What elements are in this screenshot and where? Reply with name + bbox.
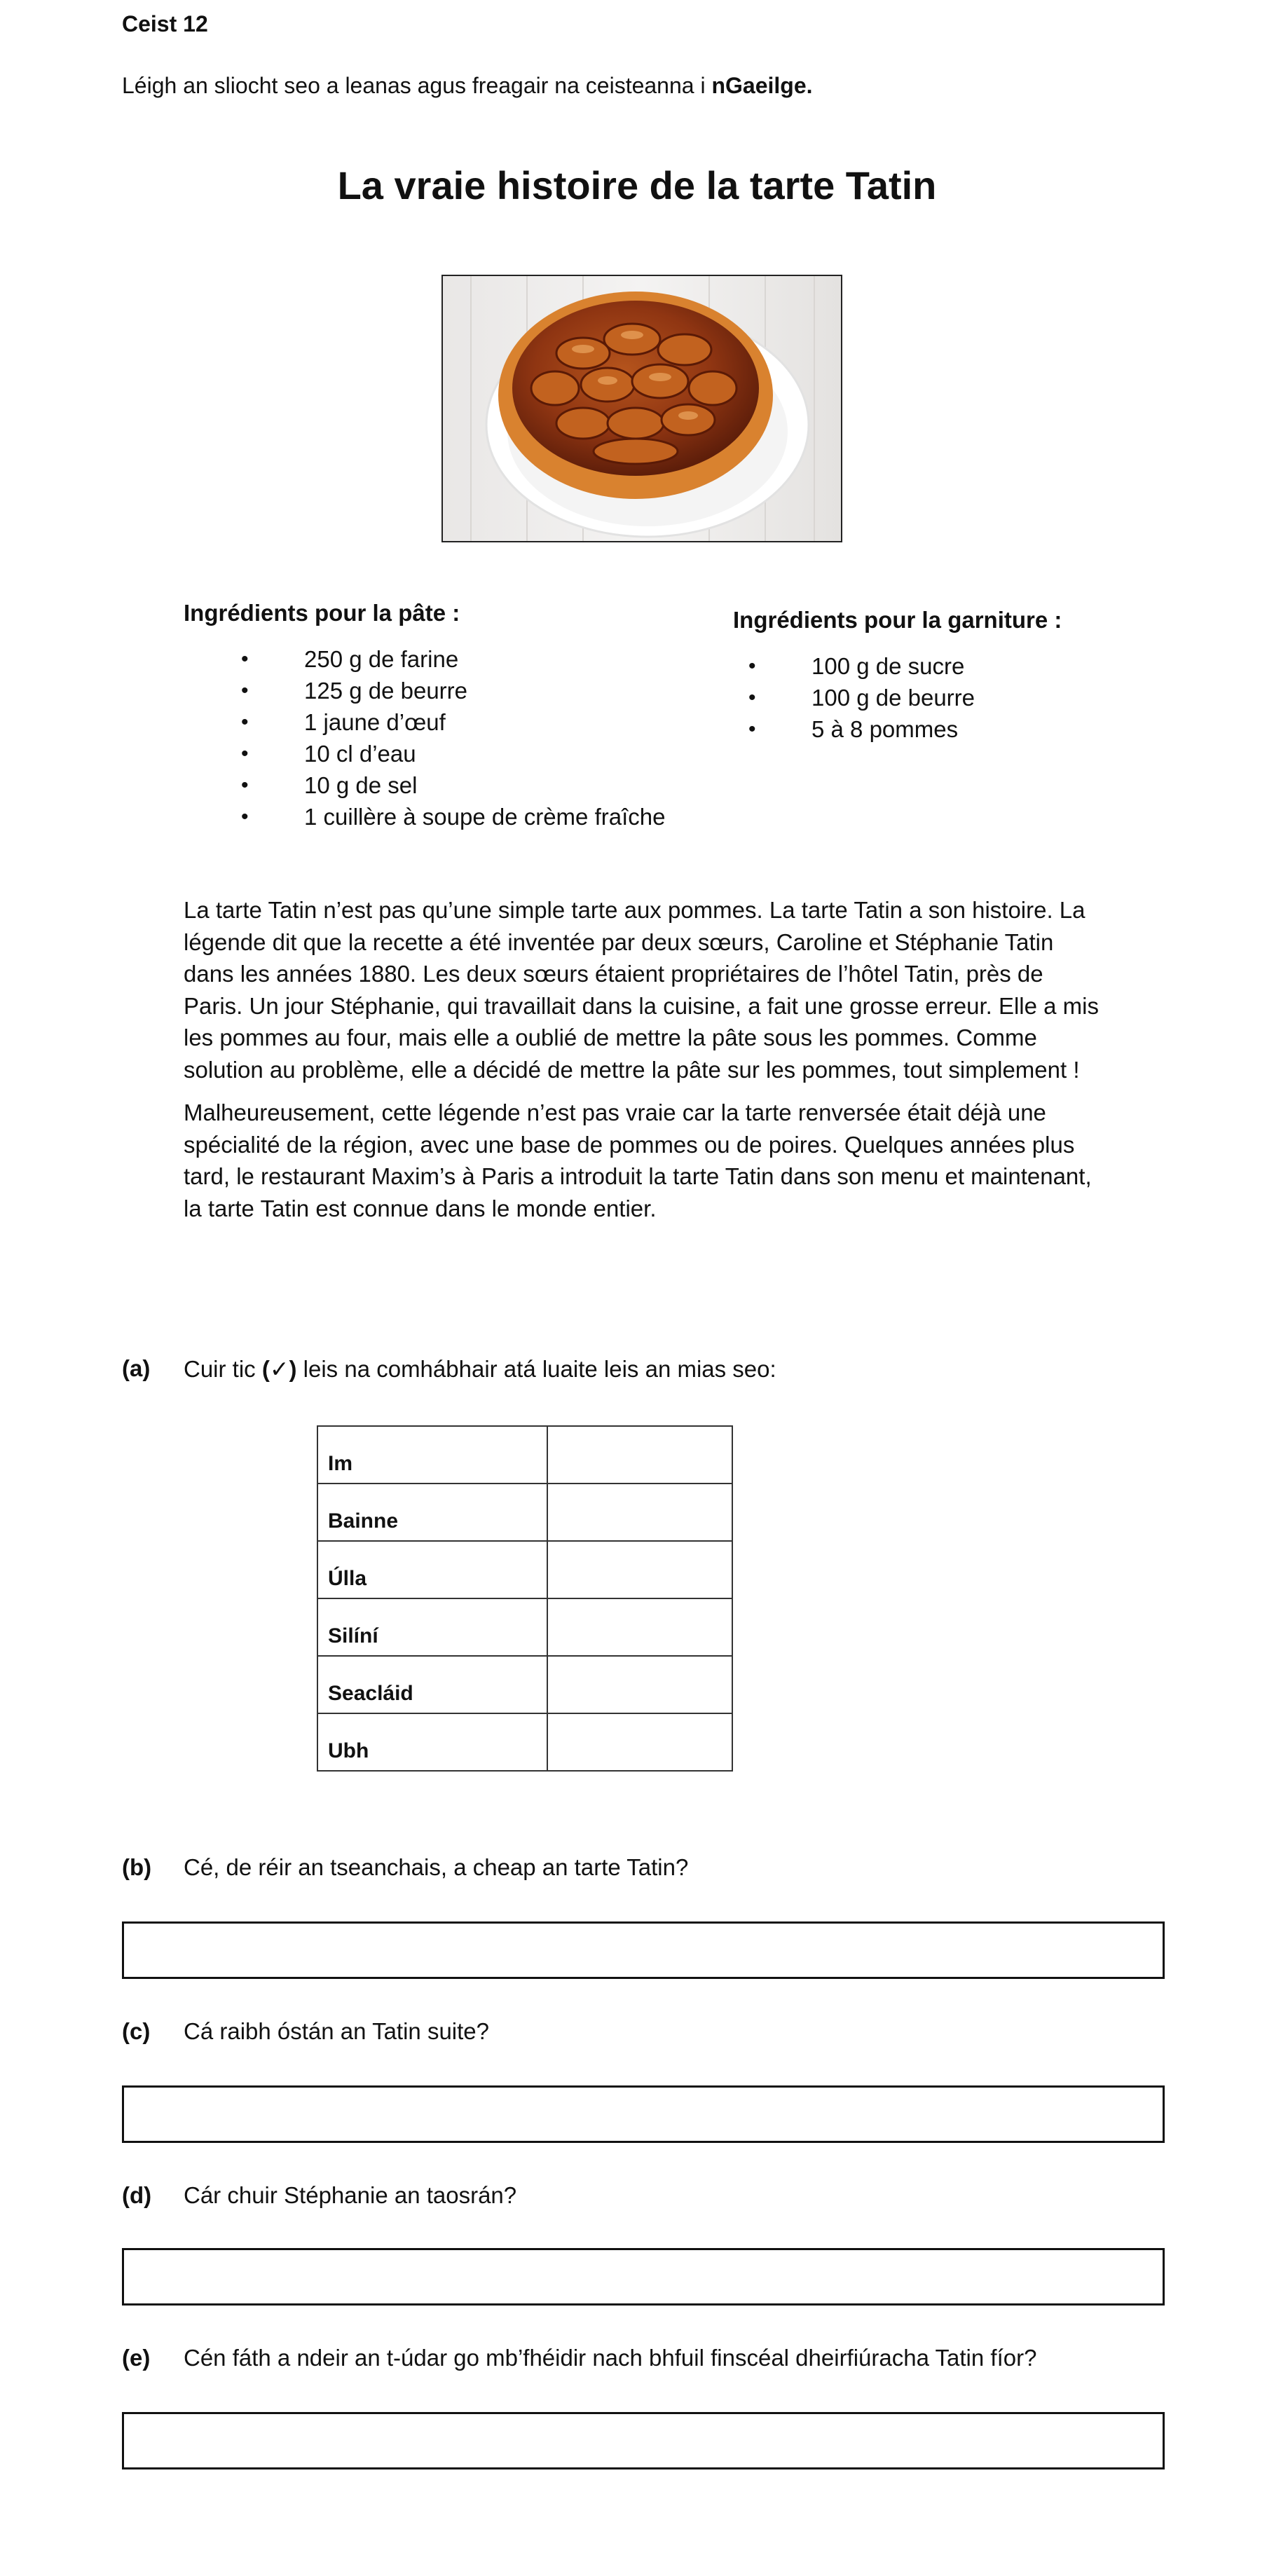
question-text: Cé, de réir an tseanchais, a cheap an tarte Tatin? [184,1854,689,1880]
table-cell-label: Seacláid [317,1656,547,1713]
pastry-ingredients-list [241,643,676,833]
table-cell-label: Silíní [317,1598,547,1656]
question-text: Cá raibh óstán an Tatin suite? [184,2018,490,2044]
tarte-tatin-photo-icon [443,276,841,541]
instruction-prefix: Léigh an sliocht seo a leanas agus freagair na ceisteanna i [122,73,712,98]
paragraph-1: La tarte Tatin n’est pas qu’une simple tarte aux pommes. La tarte Tatin a son histoire. La légende dit que la recette a été inventée par deux sœurs, Caroline et Stéphanie Tatin dans les années 1880. Les deux sœurs étaient propriétaires de l’hôtel Tatin, près de Paris. Un jour Stéphanie, qui travaillait dans la cuisine, a fait une grosse erreur. Elle a mis les pommes au four, mais elle a oublié de mettre la pâte sous les pommes. Comme solution au problème, elle a décidé de mettre la pâte sur les pommes, tout simplement ! [184,897,1099,1083]
list-item: • 10 cl d’eau [241,741,416,767]
ingredient-tick-table [317,1425,733,1772]
filling-ingredients-heading: Ingrédients pour la garniture : [733,607,1062,633]
list-item: • 1 cuillère à soupe de crème fraîche [241,804,666,830]
tick-box[interactable] [547,1656,732,1713]
answer-box-e[interactable] [122,2412,1165,2469]
pastry-ingredients-heading: Ingrédients pour la pâte : [184,600,460,626]
tick-symbol: (✓) [261,1356,297,1382]
list-item: • 10 g de sel [241,772,418,798]
answer-box-d[interactable] [122,2248,1165,2306]
tick-box[interactable] [547,1426,732,1484]
list-item: • 1 jaune d’œuf [241,709,446,735]
list-item: • 125 g de beurre [241,678,468,704]
table-row [317,1484,732,1541]
question-e [0,2345,1274,2376]
question-c [0,2018,1274,2049]
question-text: Cén fáth a ndeir an t-údar go mb’fhéidir nach bhfuil finscéal dheirfiúracha Tatin fíor? [184,2345,1037,2371]
list-item: • 5 à 8 pommes [748,716,959,742]
instruction-bold: nGaeilge. [711,73,813,98]
table-cell-label: Bainne [317,1484,547,1541]
tick-box[interactable] [547,1541,732,1598]
instruction [122,73,813,99]
list-item: • 250 g de farine [241,646,459,672]
article-body [184,894,1102,1224]
tick-box[interactable] [547,1598,732,1656]
question-text: Cuir tic (✓) leis na comhábhair atá luaite leis an mias seo: [184,1356,776,1382]
tick-box[interactable] [547,1713,732,1771]
paragraph-2: Malheureusement, cette légende n’est pas vraie car la tarte renversée était déjà une spécialité de la région, avec une base de pommes ou de poires. Quelques années plus tard, le restaurant Maxim’s à Paris a introduit la tarte Tatin dans son menu et maintenant, la tarte Tatin est connue dans le monde entier. [184,1099,1092,1221]
table-cell-label: Ubh [317,1713,547,1771]
table-row [317,1426,732,1484]
question-label: (d) [122,2182,152,2208]
table-cell-label: Im [317,1426,547,1484]
question-text: Cár chuir Stéphanie an taosrán? [184,2182,517,2208]
list-item: • 100 g de beurre [748,685,975,711]
table-row [317,1656,732,1713]
table-row [317,1541,732,1598]
filling-ingredients-list [748,650,1085,745]
question-number: Ceist 12 [122,11,208,36]
question-label: (e) [122,2345,151,2371]
question-b [0,1854,1274,1885]
question-d [0,2182,1274,2213]
question-label: (a) [122,1355,151,1381]
question-label: (b) [122,1854,152,1880]
tick-box[interactable] [547,1484,732,1541]
answer-box-b[interactable] [122,1921,1165,1979]
table-cell-label: Úlla [317,1541,547,1598]
question-label: (c) [122,2018,151,2044]
table-row [317,1598,732,1656]
tarte-tatin-photo [441,275,842,542]
list-item: • 100 g de sucre [748,653,965,679]
table-row [317,1713,732,1771]
article-title: La vraie histoire de la tarte Tatin [337,163,937,207]
answer-box-c[interactable] [122,2085,1165,2143]
question-a [0,1355,1274,1386]
